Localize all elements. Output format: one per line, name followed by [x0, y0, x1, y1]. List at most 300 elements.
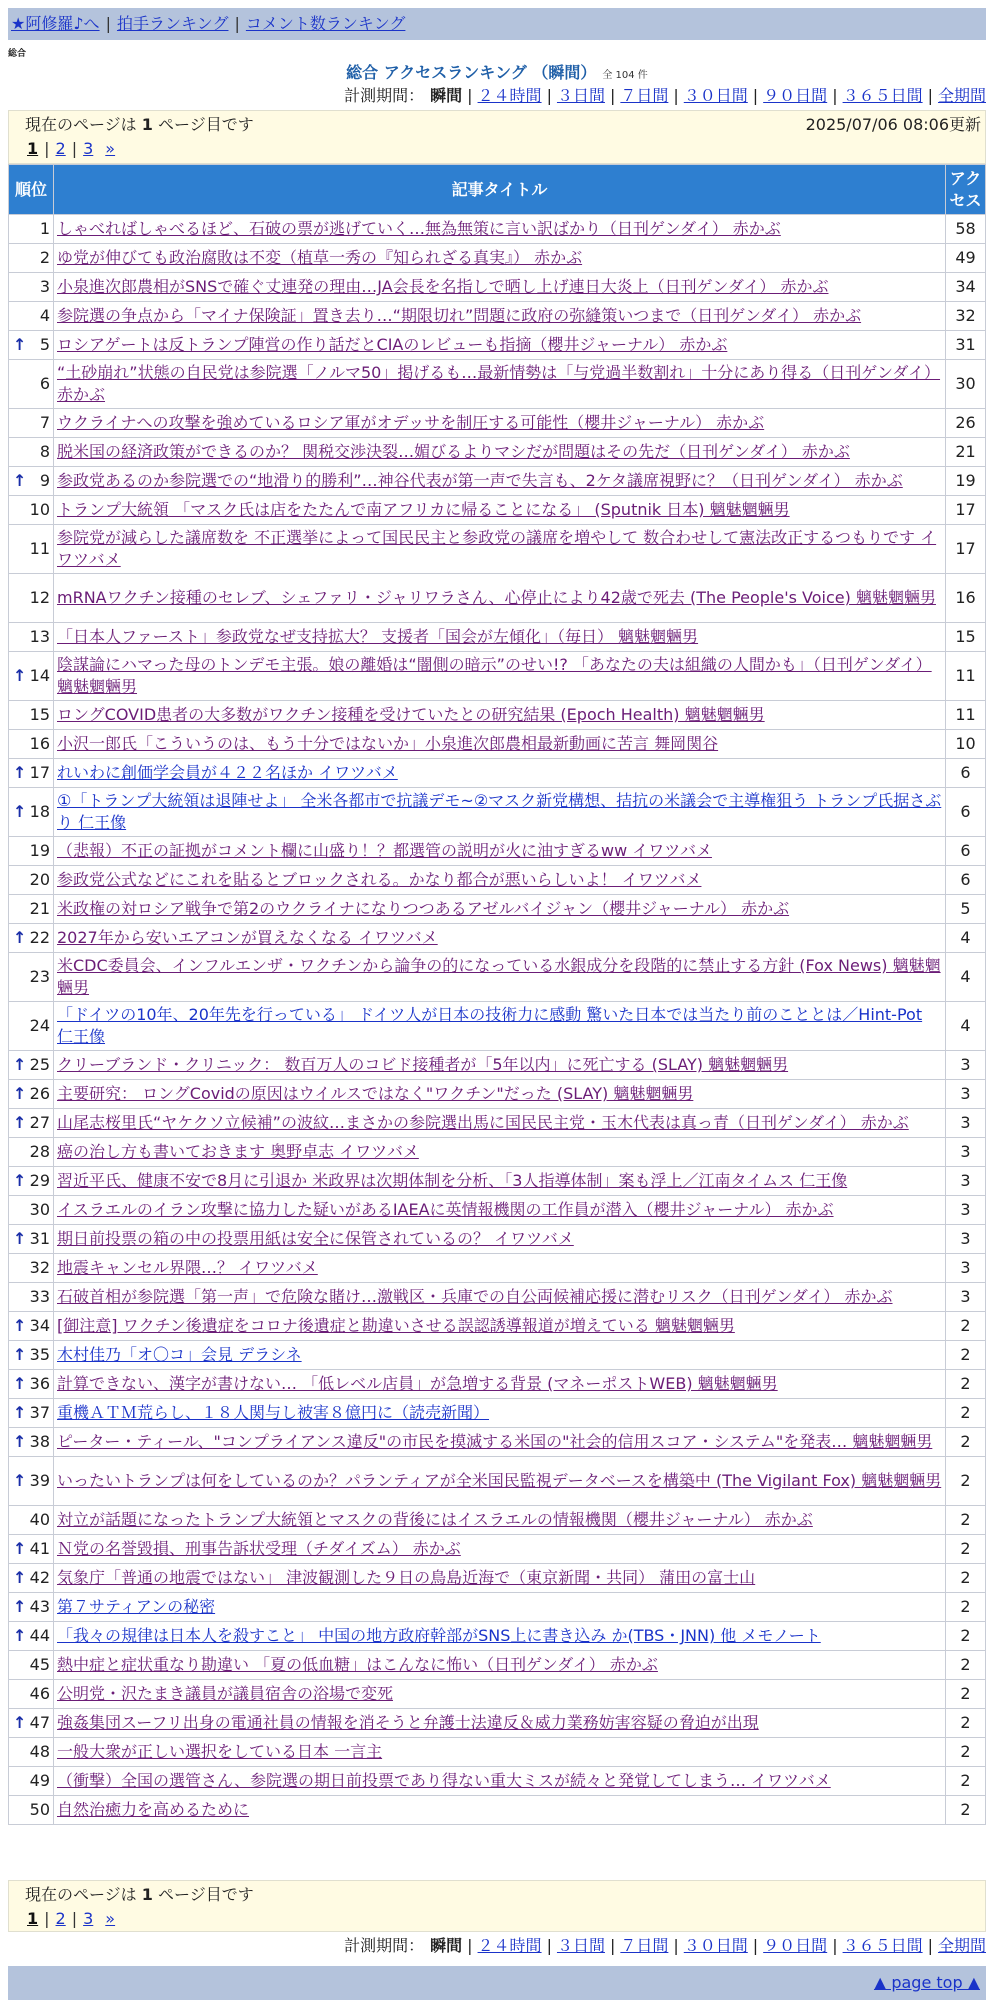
article-link[interactable]: 山尾志桜里氏“ヤケクソ立候補”の波紋…まさかの参院選出馬に国民民主党・玉木代表は真っ青（日刊ゲンダイ） 赤かぶ	[57, 1113, 909, 1132]
rank-number: 2	[39, 248, 50, 267]
rank-cell	[9, 788, 54, 837]
rank-number: 47	[29, 1713, 50, 1732]
table-row	[9, 1399, 986, 1428]
access-count: 2	[946, 1564, 986, 1593]
table-row	[9, 1196, 986, 1225]
access-count: 26	[946, 409, 986, 438]
rank-up-arrow-icon: ↑	[13, 1471, 27, 1490]
period-link-90d[interactable]: ９０日間	[763, 1936, 828, 1955]
rank-number: 14	[29, 666, 50, 685]
rank-number: 11	[29, 539, 50, 558]
applause-ranking-link[interactable]: 拍手ランキング	[116, 14, 229, 33]
article-link[interactable]: トランプ大統領 「マスク氏は店をたたんで南アフリカに帰ることになる」 (Sputnik 日本) 魑魅魍魎男	[57, 500, 790, 519]
article-link[interactable]: （衝撃）全国の選管さん、参院選の期日前投票であり得ない重大ミスが続々と発覚してしまう… イワツバメ	[57, 1771, 831, 1790]
title-cell	[54, 244, 946, 273]
access-count: 21	[946, 438, 986, 467]
access-count: 30	[946, 360, 986, 409]
header-rank: 順位	[9, 165, 54, 215]
article-link[interactable]: いったいトランプは何をしているのか？パランティアが全米国民監視データベースを構築中 (The Vigilant Fox) 魑魅魍魎男	[57, 1471, 942, 1490]
period-link-30d[interactable]: ３０日間	[683, 86, 748, 105]
period-link-3d[interactable]: ３日間	[556, 1936, 605, 1955]
table-row	[9, 730, 986, 759]
title-cell	[54, 1109, 946, 1138]
table-header-row	[9, 165, 986, 215]
access-count: 3	[946, 1283, 986, 1312]
article-link[interactable]: 参院選の争点から「マイナ保険証」置き去り…“期限切れ”問題に政府の弥縫策いつまで（日刊ゲンダイ） 赤かぶ	[57, 306, 862, 325]
access-count: 2	[946, 1428, 986, 1457]
period-label: 計測期間：	[344, 86, 425, 105]
period-link-all[interactable]: 全期間	[937, 1936, 986, 1955]
rank-number: 49	[29, 1771, 50, 1790]
rank-cell	[9, 1767, 54, 1796]
access-count: 2	[946, 1506, 986, 1535]
rank-cell	[9, 1428, 54, 1457]
page-info-top	[8, 110, 986, 164]
article-link[interactable]: 熱中症と症状重なり勘違い 「夏の低血糖」はこんなに怖い（日刊ゲンダイ） 赤かぶ	[57, 1655, 658, 1674]
rank-up-arrow-icon: ↑	[13, 1539, 27, 1558]
home-link[interactable]: ★阿修羅♪へ	[11, 14, 100, 33]
article-link[interactable]: 地震キャンセル界隈…？ イワツバメ	[57, 1258, 318, 1277]
table-row	[9, 1651, 986, 1680]
period-link-24h[interactable]: ２４時間	[477, 1936, 542, 1955]
rank-cell	[9, 1796, 54, 1825]
rank-number: 35	[29, 1345, 50, 1364]
access-count: 4	[946, 924, 986, 953]
access-count: 2	[946, 1370, 986, 1399]
table-row	[9, 1709, 986, 1738]
table-row	[9, 953, 986, 1002]
page-title	[0, 60, 994, 83]
rank-number: 21	[29, 899, 50, 918]
article-link[interactable]: 小沢一郎氏「こういうのは、もう十分ではないか」小泉進次郎農相最新動画に苦言 舞岡関谷	[57, 734, 719, 753]
article-link[interactable]: 「ドイツの10年、20年先を行っている」 ドイツ人が日本の技術力に感動 驚いた日本では当たり前のこととは／Hint-Pot 仁王像	[57, 1005, 923, 1046]
rank-cell	[9, 1564, 54, 1593]
rank-number: 6	[39, 374, 50, 393]
access-count: 17	[946, 496, 986, 525]
title-cell	[54, 1564, 946, 1593]
rank-number: 28	[29, 1142, 50, 1161]
rank-up-arrow-icon: ↑	[13, 1432, 27, 1451]
rank-cell	[9, 1506, 54, 1535]
rank-cell	[9, 1738, 54, 1767]
rank-cell	[9, 924, 54, 953]
title-cell	[54, 1593, 946, 1622]
rank-number: 30	[29, 1200, 50, 1219]
rank-up-arrow-icon: ↑	[13, 1055, 27, 1074]
title-cell	[54, 1080, 946, 1109]
table-row	[9, 1051, 986, 1080]
article-link[interactable]: “土砂崩れ”状態の自民党は参院選「ノルマ50」掲げるも…最新情勢は「与党過半数割れ」十分にあり得る（日刊ゲンダイ） 赤かぶ	[57, 363, 941, 404]
access-count: 11	[946, 652, 986, 701]
title-cell	[54, 1341, 946, 1370]
title-cell	[54, 1796, 946, 1825]
page-top-link[interactable]: ▲ page top ▲	[873, 1973, 980, 1992]
title-cell	[54, 1051, 946, 1080]
access-count: 34	[946, 273, 986, 302]
rank-number: 18	[29, 802, 50, 821]
title-cell	[54, 302, 946, 331]
period-label: 計測期間：	[344, 1936, 425, 1955]
title-cell	[54, 1709, 946, 1738]
footer-bar	[8, 1966, 986, 2000]
access-count: 2	[946, 1796, 986, 1825]
rank-number: 26	[29, 1084, 50, 1103]
article-link[interactable]: 癌の治し方も書いておきます 奥野卓志 イワツバメ	[57, 1142, 419, 1161]
article-link[interactable]: 脱米国の経済政策ができるのか？ 関税交渉決裂…媚びるよりマシだが問題はその先だ（日刊ゲンダイ） 赤かぶ	[57, 442, 850, 461]
rank-cell	[9, 1457, 54, 1506]
page-link-3[interactable]: 3	[83, 139, 94, 158]
next-page-link[interactable]: »	[105, 139, 116, 158]
page-link-current[interactable]: 1	[27, 1909, 39, 1928]
title-cell	[54, 273, 946, 302]
table-row	[9, 1283, 986, 1312]
rank-number: 34	[29, 1316, 50, 1335]
access-count: 3	[946, 1138, 986, 1167]
header-access: アクセス	[946, 165, 986, 215]
rank-number: 39	[29, 1471, 50, 1490]
access-count: 3	[946, 1109, 986, 1138]
access-count: 6	[946, 837, 986, 866]
rank-cell	[9, 953, 54, 1002]
title-cell	[54, 1399, 946, 1428]
access-count: 11	[946, 701, 986, 730]
ranking-table	[8, 164, 986, 1825]
rank-cell	[9, 574, 54, 623]
access-count: 2	[946, 1399, 986, 1428]
rank-up-arrow-icon: ↑	[13, 1626, 27, 1645]
access-count: 2	[946, 1709, 986, 1738]
rank-up-arrow-icon: ↑	[13, 1345, 27, 1364]
table-row	[9, 1312, 986, 1341]
article-link[interactable]: 米CDC委員会、インフルエンザ・ワクチンから論争の的になっている水銀成分を段階的に禁止する方針 (Fox News) 魑魅魍魎男	[57, 956, 941, 997]
title-cell	[54, 1680, 946, 1709]
period-link-7d[interactable]: ７日間	[620, 1936, 669, 1955]
rank-number: 5	[39, 335, 50, 354]
article-link[interactable]: ウクライナへの攻撃を強めているロシア軍がオデッサを制圧する可能性（櫻井ジャーナル） 赤かぶ	[57, 413, 765, 432]
table-row	[9, 574, 986, 623]
rank-cell	[9, 1680, 54, 1709]
article-link[interactable]: 参政党公式などにこれを貼るとブロックされる。かなり都合が悪いらしいよ！ イワツバメ	[57, 870, 702, 889]
table-row	[9, 1767, 986, 1796]
rank-cell	[9, 1399, 54, 1428]
article-link[interactable]: クリーブランド・クリニック： 数百万人のコビド接種者が「5年以内」に死亡する (SLAY) 魑魅魍魎男	[57, 1055, 789, 1074]
article-link[interactable]: イスラエルのイラン攻撃に協力した疑いがあるIAEAに英情報機関の工作員が潜入（櫻井ジャーナル） 赤かぶ	[57, 1200, 834, 1219]
article-link[interactable]: ロシアゲートは反トランプ陣営の作り話だとCIAのレビューも指摘（櫻井ジャーナル） 赤かぶ	[57, 335, 728, 354]
table-row	[9, 1457, 986, 1506]
table-row	[9, 244, 986, 273]
title-cell	[54, 924, 946, 953]
rank-up-arrow-icon: ↑	[13, 1084, 27, 1103]
article-link[interactable]: 習近平氏、健康不安で8月に引退か 米政界は次期体制を分析、「3人指導体制」案も浮上／江南タイムス 仁王像	[57, 1171, 848, 1190]
article-link[interactable]: ①「トランプ大統領は退陣せよ」 全米各都市で抗議デモ~②マスク新党構想、拮抗の米議会で主導権狙う トランプ氏据さぶり 仁王像	[57, 791, 942, 832]
title-cell	[54, 1506, 946, 1535]
access-count: 3	[946, 1196, 986, 1225]
article-link[interactable]: （悲報）不正の証拠がコメント欄に山盛り！？都選管の説明が火に油すぎるww イワツバメ	[57, 841, 712, 860]
rank-number: 27	[29, 1113, 50, 1132]
period-link-all[interactable]: 全期間	[937, 86, 986, 105]
rank-up-arrow-icon: ↑	[13, 335, 27, 354]
rank-up-arrow-icon: ↑	[13, 802, 27, 821]
title-cell	[54, 1622, 946, 1651]
access-count: 3	[946, 1167, 986, 1196]
header-title: 記事タイトル	[54, 165, 946, 215]
title-cell	[54, 360, 946, 409]
title-cell	[54, 1370, 946, 1399]
article-link[interactable]: 小泉進次郎農相がSNSで確ぐ丈連発の理由…JA会長を名指しで晒し上げ連日大炎上（日刊ゲンダイ） 赤かぶ	[57, 277, 829, 296]
table-row	[9, 759, 986, 788]
table-row	[9, 701, 986, 730]
title-cell	[54, 623, 946, 652]
rank-number: 3	[39, 277, 50, 296]
rank-up-arrow-icon: ↑	[13, 1316, 27, 1335]
title-cell	[54, 759, 946, 788]
article-link[interactable]: 重機ＡＴＭ荒らし、１８人関与し被害８億円に（読売新聞）	[57, 1403, 490, 1422]
article-link[interactable]: 参政党あるのか参院選での“地滑り的勝利”…神谷代表が第一声で失言も、2ケタ議席視野に？（日刊ゲンダイ） 赤かぶ	[57, 471, 903, 490]
period-link-365d[interactable]: ３６５日間	[842, 86, 923, 105]
rank-number: 4	[39, 306, 50, 325]
article-link[interactable]: 2027年から安いエアコンが買えなくなる イワツバメ	[57, 928, 438, 947]
table-row	[9, 467, 986, 496]
article-link[interactable]: 「日本人ファースト」参政党なぜ支持拡大？ 支援者「国会が左傾化」（毎日） 魑魅魍魎男	[57, 627, 699, 646]
table-row	[9, 1167, 986, 1196]
table-row	[9, 1002, 986, 1051]
period-link-365d[interactable]: ３６５日間	[842, 1936, 923, 1955]
article-link[interactable]: 対立が話題になったトランプ大統領とマスクの背後にはイスラエルの情報機関（櫻井ジャーナル） 赤かぶ	[57, 1510, 813, 1529]
title-cell	[54, 409, 946, 438]
rank-up-arrow-icon: ↑	[13, 1597, 27, 1616]
rank-number: 31	[29, 1229, 50, 1248]
article-link[interactable]: Ｎ党の名誉毀損、刑事告訴状受理（チダイズム） 赤かぶ	[57, 1539, 461, 1558]
access-count: 2	[946, 1457, 986, 1506]
rank-up-arrow-icon: ↑	[13, 1229, 27, 1248]
article-link[interactable]: 計算できない、漢字が書けない… 「低レベル店員」が急増する背景 (マネーポストWEB) 魑魅魍魎男	[57, 1374, 778, 1393]
rank-up-arrow-icon: ↑	[13, 471, 27, 490]
rank-up-arrow-icon: ↑	[13, 1171, 27, 1190]
title-cell	[54, 895, 946, 924]
table-row	[9, 1225, 986, 1254]
article-link[interactable]: 気象庁「普通の地震ではない」 津波観測した９日の鳥島近海で（東京新聞・共同） 蒲田の富士山	[57, 1568, 756, 1587]
rank-cell	[9, 1651, 54, 1680]
access-count: 32	[946, 302, 986, 331]
title-cell	[54, 1428, 946, 1457]
table-row	[9, 1622, 986, 1651]
period-link-90d[interactable]: ９０日間	[763, 86, 828, 105]
access-count: 31	[946, 331, 986, 360]
rank-cell	[9, 1283, 54, 1312]
rank-up-arrow-icon: ↑	[13, 1568, 27, 1587]
rank-number: 32	[29, 1258, 50, 1277]
rank-number: 15	[29, 705, 50, 724]
rank-up-arrow-icon: ↑	[13, 763, 27, 782]
article-link[interactable]: 米政権の対ロシア戦争で第2のウクライナになりつつあるアゼルバイジャン（櫻井ジャーナル） 赤かぶ	[57, 899, 790, 918]
rank-cell	[9, 837, 54, 866]
period-current: 瞬間	[430, 86, 463, 105]
access-count: 2	[946, 1680, 986, 1709]
rank-cell	[9, 1622, 54, 1651]
page-status: 現在のページは 1 ページ目です	[25, 1885, 254, 1904]
updated-timestamp: 2025/07/06 08:06更新	[805, 115, 981, 134]
title-cell	[54, 701, 946, 730]
access-count: 6	[946, 788, 986, 837]
article-link[interactable]: 一般大衆が正しい選択をしている日本 一言主	[57, 1742, 383, 1761]
page-info-bottom	[8, 1880, 986, 1932]
title-cell	[54, 525, 946, 574]
rank-cell	[9, 1709, 54, 1738]
period-link-3d[interactable]: ３日間	[556, 86, 605, 105]
article-link[interactable]: しゃべればしゃべるほど、石破の票が逃げていく…無為無策に言い訳ばかり（日刊ゲンダイ） 赤かぶ	[57, 219, 781, 238]
page-link-2[interactable]: 2	[55, 1909, 66, 1928]
rank-cell	[9, 730, 54, 759]
article-link[interactable]: 強姦集団スーフリ出身の電通社員の情報を消そうと弁護士法違反＆威力業務妨害容疑の脅迫が出現	[57, 1713, 759, 1732]
title-cell	[54, 1138, 946, 1167]
table-row	[9, 1341, 986, 1370]
period-link-24h[interactable]: ２４時間	[477, 86, 542, 105]
rank-number: 9	[39, 471, 50, 490]
rank-number: 7	[39, 413, 50, 432]
rank-cell	[9, 1341, 54, 1370]
table-row	[9, 496, 986, 525]
rank-number: 19	[29, 841, 50, 860]
period-current: 瞬間	[430, 1936, 463, 1955]
access-count: 6	[946, 866, 986, 895]
rank-number: 33	[29, 1287, 50, 1306]
table-row	[9, 1506, 986, 1535]
article-link[interactable]: 自然治癒力を高めるために	[57, 1800, 250, 1819]
title-cell	[54, 467, 946, 496]
article-link[interactable]: ロングCOVID患者の大多数がワクチン接種を受けていたとの研究結果 (Epoch Health) 魑魅魍魎男	[57, 705, 765, 724]
table-row	[9, 1138, 986, 1167]
access-count: 6	[946, 759, 986, 788]
rank-number: 25	[29, 1055, 50, 1074]
article-link[interactable]: [御注意] ワクチン後遺症をコロナ後遺症と勘違いさせる誤認誘導報道が増えている 魑魅魍魎男	[57, 1316, 735, 1335]
article-link[interactable]: mRNAワクチン接種のセレブ、シェファリ・ジャリワラさん、心停止により42歳で死去 (The People's Voice) 魑魅魍魎男	[57, 588, 936, 607]
article-link[interactable]: 主要研究： ロングCovidの原因はウイルスではなく"ワクチン"だった (SLAY) 魑魅魍魎男	[57, 1084, 694, 1103]
table-row	[9, 1796, 986, 1825]
rank-cell	[9, 273, 54, 302]
rank-cell	[9, 1002, 54, 1051]
access-count: 3	[946, 1051, 986, 1080]
next-page-link[interactable]: »	[105, 1909, 116, 1928]
rank-number: 23	[29, 967, 50, 986]
rank-number: 8	[39, 442, 50, 461]
rank-number: 16	[29, 734, 50, 753]
title-cell	[54, 331, 946, 360]
table-row	[9, 1593, 986, 1622]
access-count: 2	[946, 1622, 986, 1651]
table-row	[9, 331, 986, 360]
rank-cell	[9, 1535, 54, 1564]
rank-cell	[9, 1167, 54, 1196]
rank-up-arrow-icon: ↑	[13, 928, 27, 947]
article-link[interactable]: 第７サティアンの秘密	[57, 1597, 216, 1616]
table-row	[9, 1370, 986, 1399]
rank-number: 37	[29, 1403, 50, 1422]
rank-cell	[9, 623, 54, 652]
rank-number: 12	[29, 588, 50, 607]
rank-cell	[9, 244, 54, 273]
comment-ranking-link[interactable]: コメント数ランキング	[245, 14, 406, 33]
article-link[interactable]: れいわに創価学会員が４２２名ほか イワツバメ	[57, 763, 398, 782]
rank-cell	[9, 1051, 54, 1080]
table-row	[9, 409, 986, 438]
page-status: 現在のページは 1 ページ目です	[25, 115, 254, 134]
section-label: 総合	[8, 49, 27, 59]
access-count: 19	[946, 467, 986, 496]
rank-up-arrow-icon: ↑	[13, 1713, 27, 1732]
rank-number: 50	[29, 1800, 50, 1819]
rank-cell	[9, 1254, 54, 1283]
article-link[interactable]: 期日前投票の箱の中の投票用紙は安全に保管されているの？ イワツバメ	[57, 1229, 574, 1248]
table-row	[9, 215, 986, 244]
article-link[interactable]: 公明党・沢たまき議員が議員宿舎の浴場で変死	[57, 1684, 394, 1703]
table-row	[9, 1738, 986, 1767]
rank-number: 45	[29, 1655, 50, 1674]
title-cell	[54, 574, 946, 623]
article-link[interactable]: ピーター・ティール、"コンプライアンス違反"の市民を摸滅する米国の"社会的信用スコア・システム"を発表… 魑魅魍魎男	[57, 1432, 933, 1451]
title-cell	[54, 1225, 946, 1254]
article-link[interactable]: 陰謀論にハマった母のトンデモ主張。娘の離婚は“闇側の暗示”のせい!? 「あなたの夫は組織の人間かも」（日刊ゲンダイ） 魑魅魍魎男	[57, 655, 932, 696]
table-row	[9, 924, 986, 953]
title-cell	[54, 788, 946, 837]
period-selector-bottom: 計測期間： 瞬間 | ２４時間 | ３日間 | ７日間 | ３０日間 | ９０日間 | ３６５日間 | 全期間	[344, 1936, 986, 1955]
rank-up-arrow-icon: ↑	[13, 1113, 27, 1132]
title-cell	[54, 1457, 946, 1506]
rank-number: 17	[29, 763, 50, 782]
article-link[interactable]: 参院党が減らした議席数を 不正選挙によって国民民主と参政党の議席を増やして 数合わせして憲法改正するつもりです イワツバメ	[57, 528, 937, 569]
access-count: 2	[946, 1312, 986, 1341]
table-row	[9, 895, 986, 924]
rank-number: 44	[29, 1626, 50, 1645]
period-link-7d[interactable]: ７日間	[620, 86, 669, 105]
title-cell	[54, 866, 946, 895]
title-cell	[54, 496, 946, 525]
table-row	[9, 360, 986, 409]
access-count: 2	[946, 1593, 986, 1622]
title-cell	[54, 1167, 946, 1196]
title-cell	[54, 1738, 946, 1767]
rank-up-arrow-icon: ↑	[13, 1374, 27, 1393]
article-link[interactable]: 木村佳乃「オ〇コ」会見 デラシネ	[57, 1345, 302, 1364]
title-cell	[54, 837, 946, 866]
article-link[interactable]: 石破首相が参院選「第一声」で危険な賭け…激戦区・兵庫での自公両候補応援に潜むリスク（日刊ゲンダイ） 赤かぶ	[57, 1287, 893, 1306]
article-link[interactable]: ゆ党が伸びても政治腐敗は不変（植草一秀の『知られざる真実』） 赤かぶ	[57, 248, 583, 267]
rank-up-arrow-icon: ↑	[13, 1403, 27, 1422]
title-cell	[54, 1312, 946, 1341]
rank-number: 41	[29, 1539, 50, 1558]
rank-number: 24	[29, 1016, 50, 1035]
rank-number: 20	[29, 870, 50, 889]
access-count: 17	[946, 525, 986, 574]
access-count: 16	[946, 574, 986, 623]
rank-cell	[9, 759, 54, 788]
pagination: 1 | 2 | 3 »	[27, 1909, 116, 1928]
page-link-current[interactable]: 1	[27, 139, 39, 158]
period-selector-top: 計測期間： 瞬間 | ２４時間 | ３日間 | ７日間 | ３０日間 | ９０日間 | ３６５日間 | 全期間	[344, 86, 986, 105]
page-link-3[interactable]: 3	[83, 1909, 94, 1928]
rank-cell	[9, 652, 54, 701]
page-link-2[interactable]: 2	[55, 139, 66, 158]
article-link[interactable]: 「我々の規律は日本人を殺すこと」 中国の地方政府幹部がSNS上に書き込み か(TBS・JNN) 他 メモノート	[57, 1626, 821, 1645]
title-cell	[54, 438, 946, 467]
access-count: 2	[946, 1738, 986, 1767]
rank-cell	[9, 895, 54, 924]
rank-cell	[9, 496, 54, 525]
title-cell	[54, 1254, 946, 1283]
period-link-30d[interactable]: ３０日間	[683, 1936, 748, 1955]
access-count: 2	[946, 1535, 986, 1564]
access-count: 10	[946, 730, 986, 759]
rank-cell	[9, 1109, 54, 1138]
